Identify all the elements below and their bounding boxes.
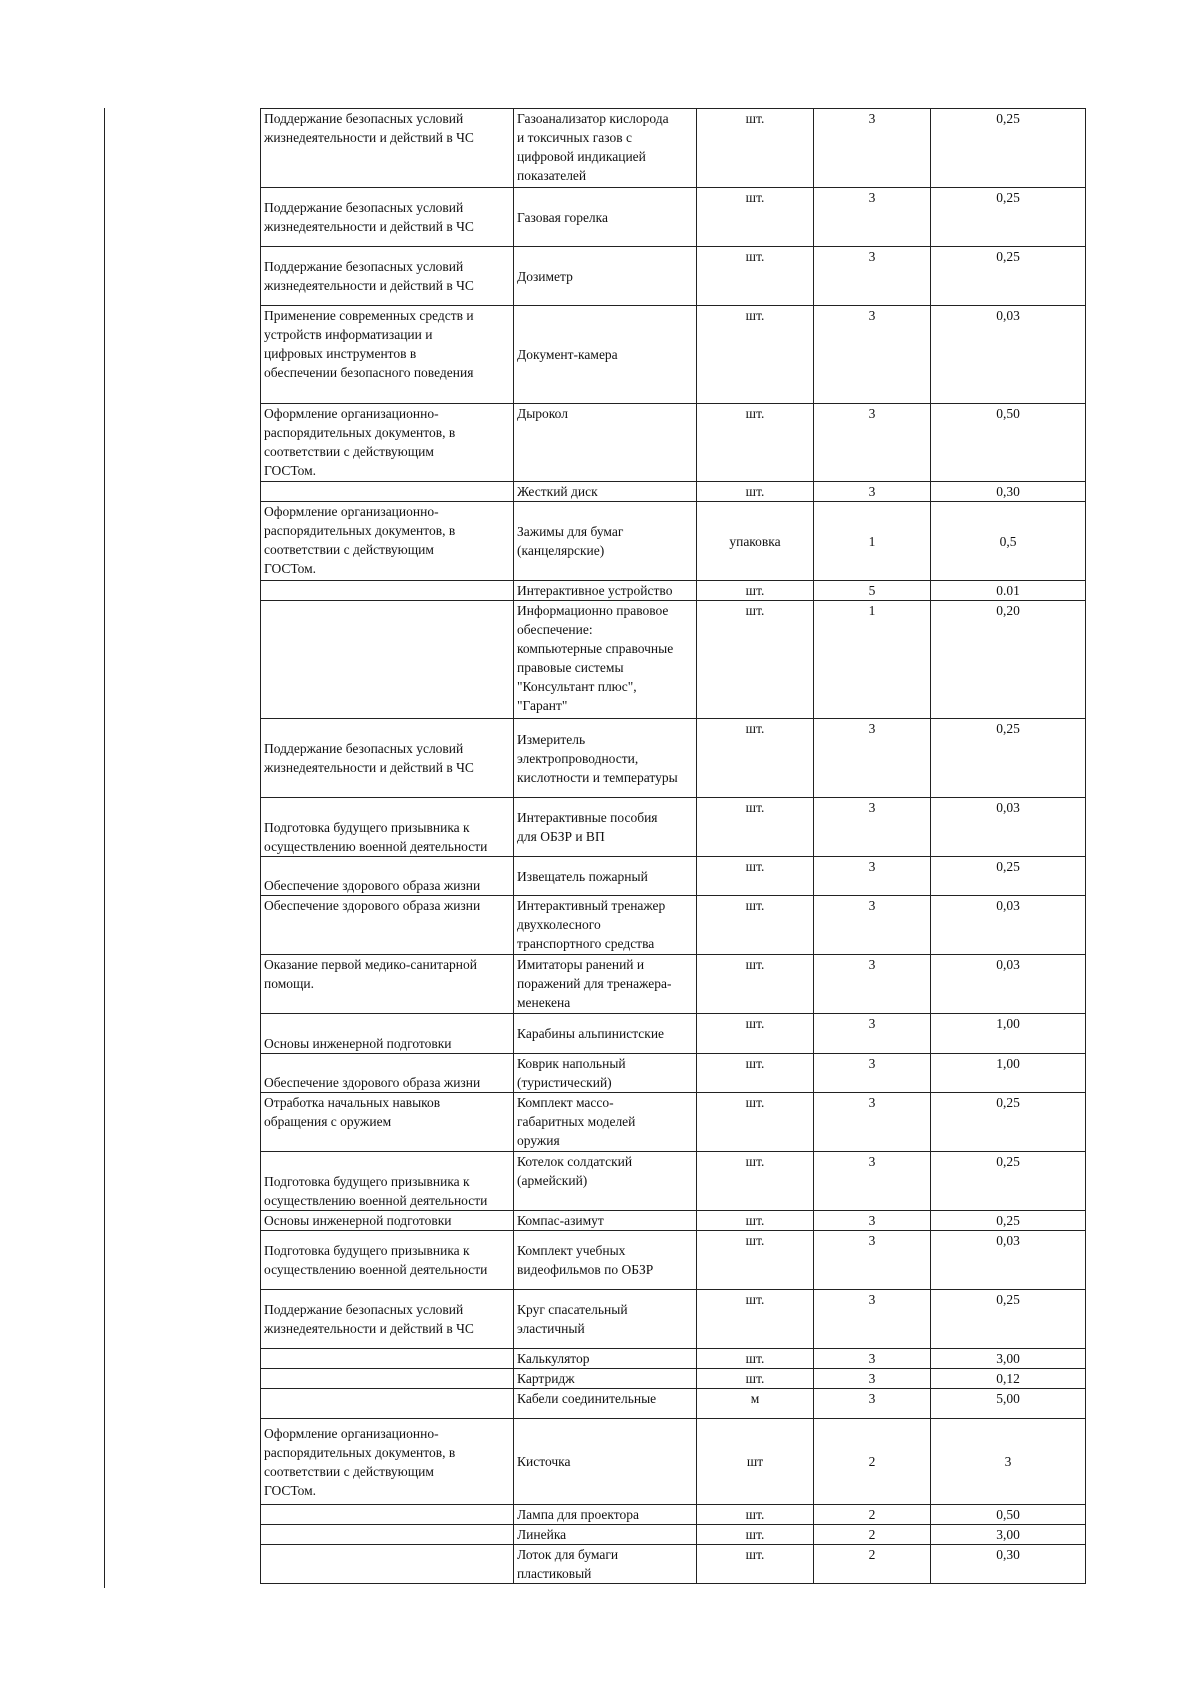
row-qty: 1: [868, 603, 876, 618]
row-unit: шт: [746, 1454, 764, 1469]
row-area: Подготовка будущего призывника к осуществлению военной деятельности: [264, 1174, 488, 1208]
row-value: 0,30: [996, 1547, 1020, 1562]
row-unit: шт.: [745, 603, 765, 618]
row-unit: шт.: [745, 1527, 765, 1542]
table-row: [261, 1014, 1086, 1054]
row-unit: шт.: [745, 800, 765, 815]
row-value: 0,50: [996, 1507, 1020, 1522]
table-row: [261, 601, 1086, 719]
row-unit: шт.: [745, 1351, 765, 1366]
row-value: 1,00: [996, 1016, 1020, 1031]
row-name: Газовая горелка: [517, 209, 609, 225]
row-area: Подготовка будущего призывника к осуществлению военной деятельности: [264, 820, 488, 854]
row-value: 0,25: [996, 111, 1020, 126]
row-unit: шт.: [745, 484, 765, 499]
row-qty: 3: [868, 957, 876, 972]
row-name: Картридж: [517, 1371, 575, 1386]
row-area: Поддержание безопасных условий жизнедеятельности и действий в ЧС: [264, 200, 474, 234]
row-area: Оформление организационно- распорядительных документов, в соответствии с действующим ГОСТом.: [264, 1425, 456, 1498]
row-unit: шт.: [745, 721, 765, 736]
table-row: [261, 1290, 1086, 1349]
table-row: [261, 1231, 1086, 1290]
row-name: Документ-камера: [517, 347, 618, 362]
row-unit: шт.: [745, 1056, 765, 1071]
row-qty: 3: [868, 249, 876, 264]
row-name: Интерактивные пособия для ОБЗР и ВП: [517, 810, 658, 844]
equipment-table-body: [261, 109, 1086, 1584]
row-area: Поддержание безопасных условий жизнедеятельности и действий в ЧС: [264, 111, 474, 145]
row-unit: шт.: [745, 308, 765, 323]
row-unit: шт.: [745, 1547, 765, 1562]
table-row: [261, 404, 1086, 482]
table-row: [261, 1505, 1086, 1525]
table-row: [261, 1369, 1086, 1389]
row-qty: 2: [868, 1547, 876, 1562]
row-name: Газоанализатор кислорода и токсичных газов с цифровой индикацией показателей: [517, 111, 669, 183]
row-qty: 3: [868, 1351, 876, 1366]
row-name: Котелок солдатский (армейский): [517, 1154, 633, 1188]
row-name: Измеритель электропроводности, кислотности и температуры: [517, 731, 678, 785]
row-qty: 3: [868, 1391, 876, 1406]
row-area: Оказание первой медико-санитарной помощи.: [264, 957, 478, 991]
row-area: Обеспечение здорового образа жизни: [264, 1075, 481, 1090]
row-name: Дозиметр: [517, 268, 573, 284]
row-area: Поддержание безопасных условий жизнедеятельности и действий в ЧС: [264, 741, 474, 775]
table-row: [261, 502, 1086, 581]
row-name: Имитаторы ранений и поражений для тренажера- менекена: [517, 957, 672, 1010]
table-row: [261, 188, 1086, 247]
row-name: Лоток для бумаги пластиковый: [517, 1547, 619, 1581]
table-row: [261, 581, 1086, 601]
row-name: Линейка: [517, 1527, 567, 1542]
table-row: [261, 109, 1086, 188]
row-value: 0,50: [996, 406, 1020, 421]
row-name: Компас-азимут: [517, 1213, 604, 1228]
row-qty: 5: [868, 583, 876, 598]
row-name: Коврик напольный (туристический): [517, 1056, 626, 1090]
row-value: 0,12: [996, 1371, 1020, 1386]
row-qty: 3: [868, 898, 876, 913]
table-row: [261, 896, 1086, 955]
row-unit: шт.: [745, 957, 765, 972]
row-area: Поддержание безопасных условий жизнедеятельности и действий в ЧС: [264, 259, 474, 293]
row-area: Применение современных средств и устройств информатизации и цифровых инструментов в обеспечении безопасного поведения: [264, 308, 474, 380]
row-value: 0,25: [996, 1095, 1020, 1110]
row-unit: шт.: [745, 583, 765, 598]
row-qty: 3: [868, 484, 876, 499]
row-qty: 3: [868, 1095, 876, 1110]
row-unit: м: [750, 1391, 760, 1406]
row-qty: 3: [868, 859, 876, 874]
row-value: 0,5: [999, 533, 1017, 549]
row-unit: шт.: [745, 1095, 765, 1110]
row-value: 0,03: [996, 957, 1020, 972]
row-value: 0,03: [996, 800, 1020, 815]
row-area: Поддержание безопасных условий жизнедеятельности и действий в ЧС: [264, 1302, 474, 1336]
row-value: 0,25: [996, 1213, 1020, 1228]
row-value: 0,25: [996, 721, 1020, 736]
row-qty: 2: [868, 1527, 876, 1542]
row-unit: шт.: [745, 898, 765, 913]
row-name: Круг спасательный эластичный: [517, 1302, 628, 1336]
row-name: Кабели соединительные: [517, 1391, 657, 1406]
row-area: Оформление организационно- распорядительных документов, в соответствии с действующим ГОСТом.: [264, 504, 456, 576]
table-row: [261, 1093, 1086, 1152]
row-value: 0,25: [996, 1292, 1020, 1307]
row-qty: 3: [868, 1213, 876, 1228]
row-name: Калькулятор: [517, 1351, 590, 1366]
table-row: [261, 798, 1086, 857]
row-unit: шт.: [745, 1292, 765, 1307]
row-value: 3,00: [996, 1351, 1020, 1366]
row-qty: 3: [868, 1371, 876, 1386]
row-value: 0.01: [996, 583, 1020, 598]
row-value: 0,03: [996, 898, 1020, 913]
row-area: Основы инженерной подготовки: [264, 1213, 452, 1228]
table-row: [261, 1152, 1086, 1211]
row-qty: 3: [868, 721, 876, 736]
row-qty: 3: [868, 1154, 876, 1169]
table-row: [261, 1545, 1086, 1584]
row-value: 0,25: [996, 249, 1020, 264]
row-name: Комплект массо- габаритных моделей оружия: [517, 1095, 636, 1148]
row-unit: шт.: [745, 859, 765, 874]
row-area: Отработка начальных навыков обращения с оружием: [264, 1095, 441, 1129]
page-margin-line: [104, 108, 105, 1588]
table-row: [261, 1054, 1086, 1093]
table-row: [261, 1525, 1086, 1545]
row-area: Оформление организационно- распорядительных документов, в соответствии с действующим ГОСТом.: [264, 406, 456, 478]
row-area: Основы инженерной подготовки: [264, 1036, 452, 1051]
row-qty: 3: [868, 800, 876, 815]
row-name: Зажимы для бумаг (канцелярские): [517, 524, 624, 558]
row-name: Кисточка: [517, 1454, 571, 1469]
row-qty: 3: [868, 406, 876, 421]
row-unit: шт.: [745, 111, 765, 126]
row-unit: шт.: [745, 1233, 765, 1248]
row-name: Карабины альпинистские: [517, 1026, 665, 1041]
row-value: 0,20: [996, 603, 1020, 618]
row-unit: шт.: [745, 190, 765, 205]
table-row: [261, 1419, 1086, 1505]
row-unit: шт.: [745, 1507, 765, 1522]
row-unit: шт.: [745, 1213, 765, 1228]
row-unit: шт.: [745, 1371, 765, 1386]
row-value: 5,00: [996, 1391, 1020, 1406]
row-unit: шт.: [745, 406, 765, 421]
row-value: 0,30: [996, 484, 1020, 499]
table-row: [261, 247, 1086, 306]
row-name: Жесткий диск: [517, 484, 598, 499]
row-qty: 3: [868, 1233, 876, 1248]
row-qty: 3: [868, 1016, 876, 1031]
row-name: Комплект учебных видеофильмов по ОБЗР: [517, 1243, 654, 1277]
row-value: 0,25: [996, 859, 1020, 874]
row-unit: шт.: [745, 1016, 765, 1031]
row-qty: 2: [868, 1507, 876, 1522]
row-name: Лампа для проектора: [517, 1507, 639, 1522]
row-qty: 3: [868, 190, 876, 205]
row-unit: шт.: [745, 249, 765, 264]
table-row: [261, 955, 1086, 1014]
table-row: [261, 1389, 1086, 1419]
row-value: 0,03: [996, 1233, 1020, 1248]
table-row: [261, 482, 1086, 502]
row-unit: упаковка: [729, 533, 781, 549]
row-qty: 3: [868, 111, 876, 126]
row-area: Обеспечение здорового образа жизни: [264, 878, 481, 893]
row-value: 0,25: [996, 1154, 1020, 1169]
table-row: [261, 719, 1086, 798]
row-value: 3: [1004, 1454, 1012, 1469]
row-value: 1,00: [996, 1056, 1020, 1071]
row-qty: 3: [868, 1292, 876, 1307]
table-row: [261, 1211, 1086, 1231]
row-qty: 3: [868, 1056, 876, 1071]
row-name: Информационно правовое обеспечение: компьютерные справочные правовые системы "Консультант плюс", "Гарант": [517, 603, 674, 713]
row-value: 0,25: [996, 190, 1020, 205]
row-name: Интерактивный тренажер двухколесного транспортного средства: [517, 898, 666, 951]
table-row: [261, 306, 1086, 404]
equipment-table: [260, 108, 1086, 1584]
row-qty: 1: [868, 533, 876, 549]
row-area: Обеспечение здорового образа жизни: [264, 898, 481, 913]
row-qty: 3: [868, 308, 876, 323]
row-unit: шт.: [745, 1154, 765, 1169]
row-name: Дырокол: [517, 406, 568, 421]
row-name: Интерактивное устройство: [517, 583, 673, 598]
row-qty: 2: [868, 1454, 876, 1469]
row-value: 0,03: [996, 308, 1020, 323]
row-name: Извещатель пожарный: [517, 868, 648, 884]
table-row: [261, 1349, 1086, 1369]
row-area: Подготовка будущего призывника к осуществлению военной деятельности: [264, 1243, 488, 1277]
row-value: 3,00: [996, 1527, 1020, 1542]
table-row: [261, 857, 1086, 896]
